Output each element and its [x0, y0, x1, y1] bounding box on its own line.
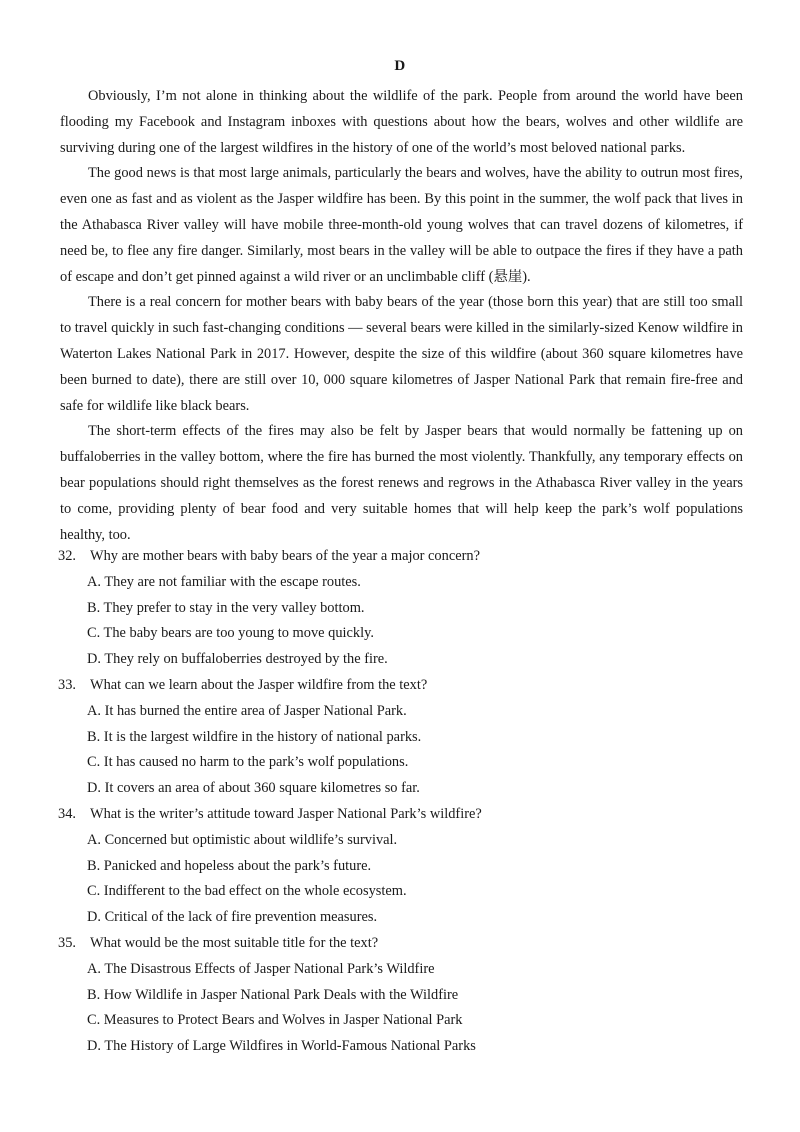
question-stem: [58, 802, 748, 828]
option-d: D. It covers an area of about 360 square kilometres so far.: [87, 780, 420, 797]
section-heading: D: [394, 58, 406, 74]
question-stem: [58, 544, 748, 570]
option-b: B. It is the largest wildfire in the history of national parks.: [87, 728, 422, 745]
option-c: C. The baby bears are too young to move quickly.: [87, 625, 374, 642]
option-a: A. It has burned the entire area of Jasper National Park.: [87, 702, 407, 719]
question-list: [58, 544, 748, 1060]
question-33: [58, 673, 748, 802]
question-stem: [58, 673, 748, 699]
question-text: Why are mother bears with baby bears of the year a major concern?: [90, 548, 480, 564]
option-b: B. Panicked and hopeless about the park’s future.: [87, 857, 372, 874]
passage-paragraph-2: The good news is that most large animals, particularly the bears and wolves, have the ability to outrun most fires, even one as fast and as violent as the Jasper wildfire has been. By this point in the summer, the wolf pack that lives in the Athabasca River valley will have mobile three-month-old young wolves that can travel dozens of kilometres, if need be, to flee any fire danger. Similarly, most bears in the valley will be able to outpace the fires if they have a path of escape and don’t get pinned against a wild river or an unclimbable cliff (悬崖).: [60, 165, 743, 285]
reading-passage: [60, 84, 743, 548]
option-a: A. Concerned but optimistic about wildlife’s survival.: [87, 831, 398, 848]
option-d: D. Critical of the lack of fire prevention measures.: [87, 909, 378, 926]
option-c: C. Measures to Protect Bears and Wolves in Jasper National Park: [87, 1012, 463, 1029]
option-b: B. They prefer to stay in the very valley bottom.: [87, 599, 365, 616]
question-number: 34.: [58, 805, 76, 822]
option-a: A. The Disastrous Effects of Jasper National Park’s Wildfire: [87, 960, 435, 977]
question-text: What can we learn about the Jasper wildfire from the text?: [90, 676, 428, 693]
passage-paragraph-3: There is a real concern for mother bears with baby bears of the year (those born this year) that are still too small to travel quickly in such fast-changing conditions — several bears were killed in the similarly-sized Kenow wildfire in Waterton Lakes National Park in 2017. However, despite the size of this wildfire (about 360 square kilometres have been burned to date), there are still over 10, 000 square kilometres of Jasper National Park that remain fire-free and safe for wildlife like black bears.: [60, 294, 743, 414]
question-number: 33.: [58, 676, 76, 693]
question-stem: [58, 931, 748, 957]
option-a: A. They are not familiar with the escape routes.: [87, 573, 361, 590]
option-b: B. How Wildlife in Jasper National Park Deals with the Wildfire: [87, 986, 459, 1003]
passage-paragraph-1: Obviously, I’m not alone in thinking about the wildlife of the park. People from around the world have been flooding my Facebook and Instagram inboxes with questions about how the bears, wolves and other wildlife are surviving during one of the largest wildfires in the history of one of the world’s most beloved national parks.: [60, 88, 743, 156]
question-35: [58, 931, 748, 1060]
option-d: D. They rely on buffaloberries destroyed by the fire.: [87, 651, 388, 668]
option-c: C. It has caused no harm to the park’s wolf populations.: [87, 754, 409, 771]
question-number: 32.: [58, 548, 76, 564]
question-34: [58, 802, 748, 931]
option-c: C. Indifferent to the bad effect on the whole ecosystem.: [87, 883, 407, 900]
question-number: 35.: [58, 934, 76, 951]
question-text: What is the writer’s attitude toward Jasper National Park’s wildfire?: [90, 805, 482, 822]
question-text: What would be the most suitable title for the text?: [90, 934, 379, 951]
passage-paragraph-4: The short-term effects of the fires may also be felt by Jasper bears that would normally be fattening up on buffaloberries in the valley bottom, where the fire has burned the most violently. Thankfully, any temporary effects on bear populations should right themselves as the forest renews and regrows in the Athabasca River valley in the years to come, providing plenty of bear food and very suitable homes that will help keep the park’s wolf populations healthy, too.: [60, 423, 743, 543]
option-d: D. The History of Large Wildfires in World-Famous National Parks: [87, 1038, 476, 1055]
question-32: [58, 544, 748, 673]
